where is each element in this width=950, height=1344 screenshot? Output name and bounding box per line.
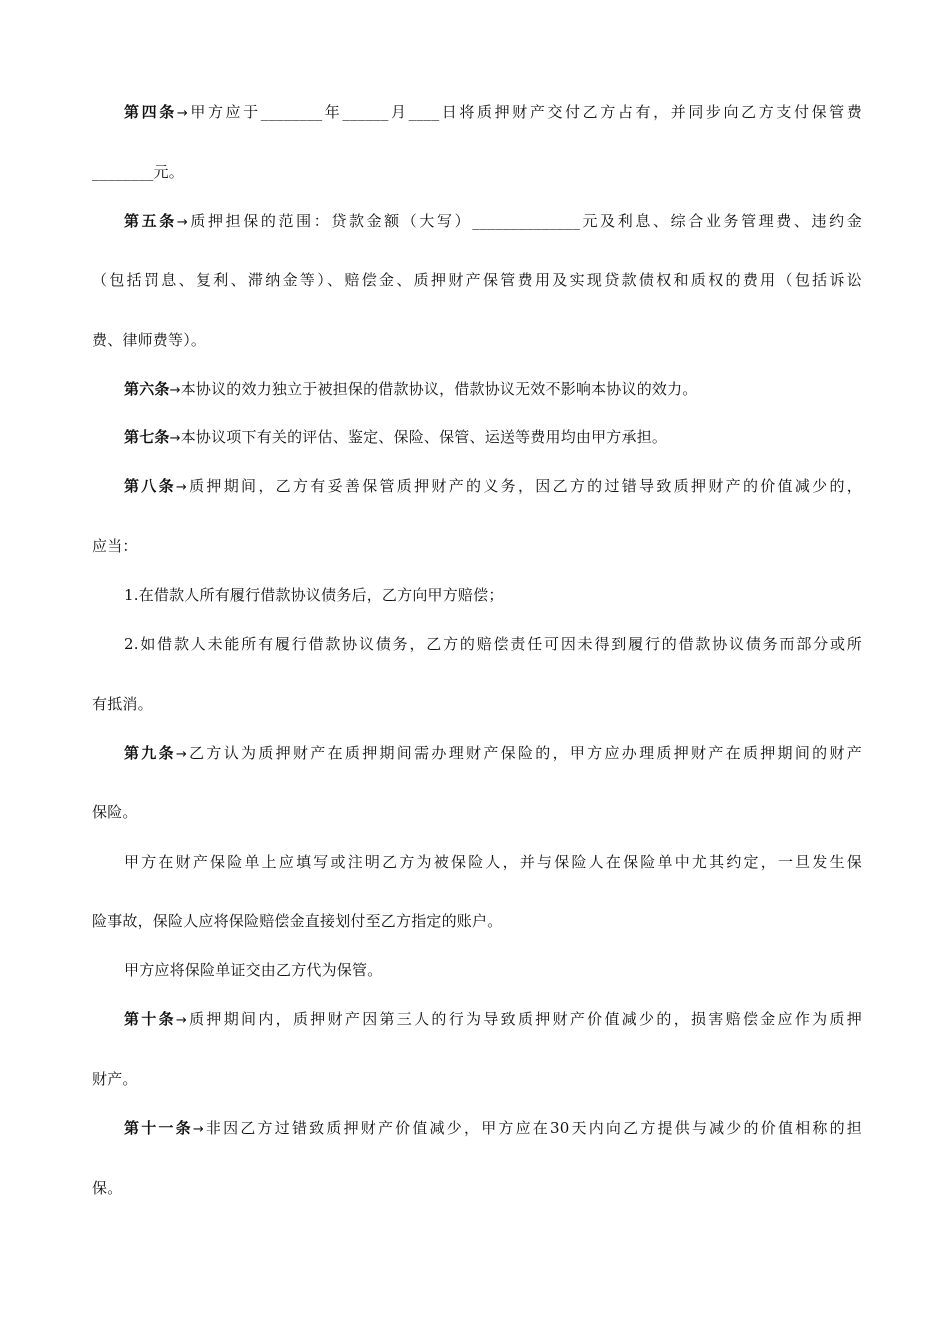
tab-arrow-icon: →	[176, 215, 188, 230]
article-8-item-2-line-2: 有抵消。	[92, 695, 153, 713]
tab-arrow-icon: →	[175, 1013, 188, 1028]
article-8-text: 质押期间，乙方有妥善保管质押财产的义务，因乙方的过错导致质押财产的价值减少的，	[187, 477, 862, 495]
tab-arrow-icon: →	[192, 1122, 204, 1137]
article-7-text: 本协议项下有关的评估、鉴定、保险、保管、运送等费用均由甲方承担。	[180, 428, 668, 446]
article-6-text: 本协议的效力独立于被担保的借款协议，借款协议无效不影响本协议的效力。	[180, 380, 698, 398]
article-9-para-3: 甲方应将保险单证交由乙方代为保管。	[124, 961, 383, 979]
article-11-line-1	[124, 1116, 862, 1140]
article-4-line-1	[124, 100, 862, 124]
tab-arrow-icon: →	[176, 106, 188, 121]
tab-arrow-icon: →	[175, 747, 188, 762]
article-4-label: 第四条	[124, 103, 177, 121]
article-10-text: 质押期间内，质押财产因第三人的行为导致质押财产价值减少的，损害赔偿金应作为质押	[187, 1010, 862, 1028]
article-9-para-2-line-1: 甲方在财产保险单上应填写或注明乙方为被保险人，并与保险人在保险单中尤其约定，一旦发生保	[124, 853, 862, 871]
article-8-item-2-line-1: 2.如借款人未能所有履行借款协议债务，乙方的赔偿责任可因未得到履行的借款协议债务而部分或所	[124, 635, 862, 653]
article-4-line-2: ________元。	[92, 163, 185, 181]
article-5-text: 质押担保的范围：贷款金额（大写）______________元及利息、综合业务管理费、违约金	[187, 212, 862, 230]
article-8-line-1	[124, 474, 862, 498]
article-5-line-2: （包括罚息、复利、滞纳金等）、赔偿金、质押财产保管费用及实现贷款债权和质权的费用（包括诉讼	[92, 271, 862, 289]
article-11-label: 第十一条	[124, 1119, 193, 1137]
article-10-line-1	[124, 1007, 862, 1031]
article-9-para-2-line-2: 险事故，保险人应将保险赔偿金直接划付至乙方指定的账户。	[92, 912, 503, 930]
article-5-line-3: 费、律师费等）。	[92, 331, 207, 349]
tab-arrow-icon: →	[169, 383, 181, 398]
tab-arrow-icon: →	[175, 480, 188, 495]
article-10-line-2: 财产。	[92, 1070, 138, 1088]
article-10-label: 第十条	[124, 1010, 176, 1028]
article-7-label: 第七条	[124, 428, 170, 446]
article-4-text: 甲方应于________年______月____日将质押财产交付乙方占有，并同步向乙方支付保管费	[187, 103, 862, 121]
article-8-item-1: 1.在借款人所有履行借款协议债务后，乙方向甲方赔偿；	[124, 586, 504, 604]
article-6-line-1	[124, 377, 862, 401]
article-11-line-2: 保。	[92, 1179, 123, 1197]
article-5-label: 第五条	[124, 212, 177, 230]
article-9-label: 第九条	[124, 744, 176, 762]
article-8-label: 第八条	[124, 477, 176, 495]
article-8-line-2: 应当：	[92, 537, 138, 555]
article-5-line-1	[124, 209, 862, 233]
article-9-text: 乙方认为质押财产在质押期间需办理财产保险的，甲方应办理质押财产在质押期间的财产	[187, 744, 862, 762]
article-6-label: 第六条	[124, 380, 170, 398]
article-9-line-2: 保险。	[92, 803, 138, 821]
article-9-line-1	[124, 741, 862, 765]
article-7-line-1	[124, 425, 862, 449]
tab-arrow-icon: →	[169, 431, 181, 446]
article-11-text: 非因乙方过错致质押财产价值减少，甲方应在30天内向乙方提供与减少的价值相称的担	[203, 1119, 862, 1137]
